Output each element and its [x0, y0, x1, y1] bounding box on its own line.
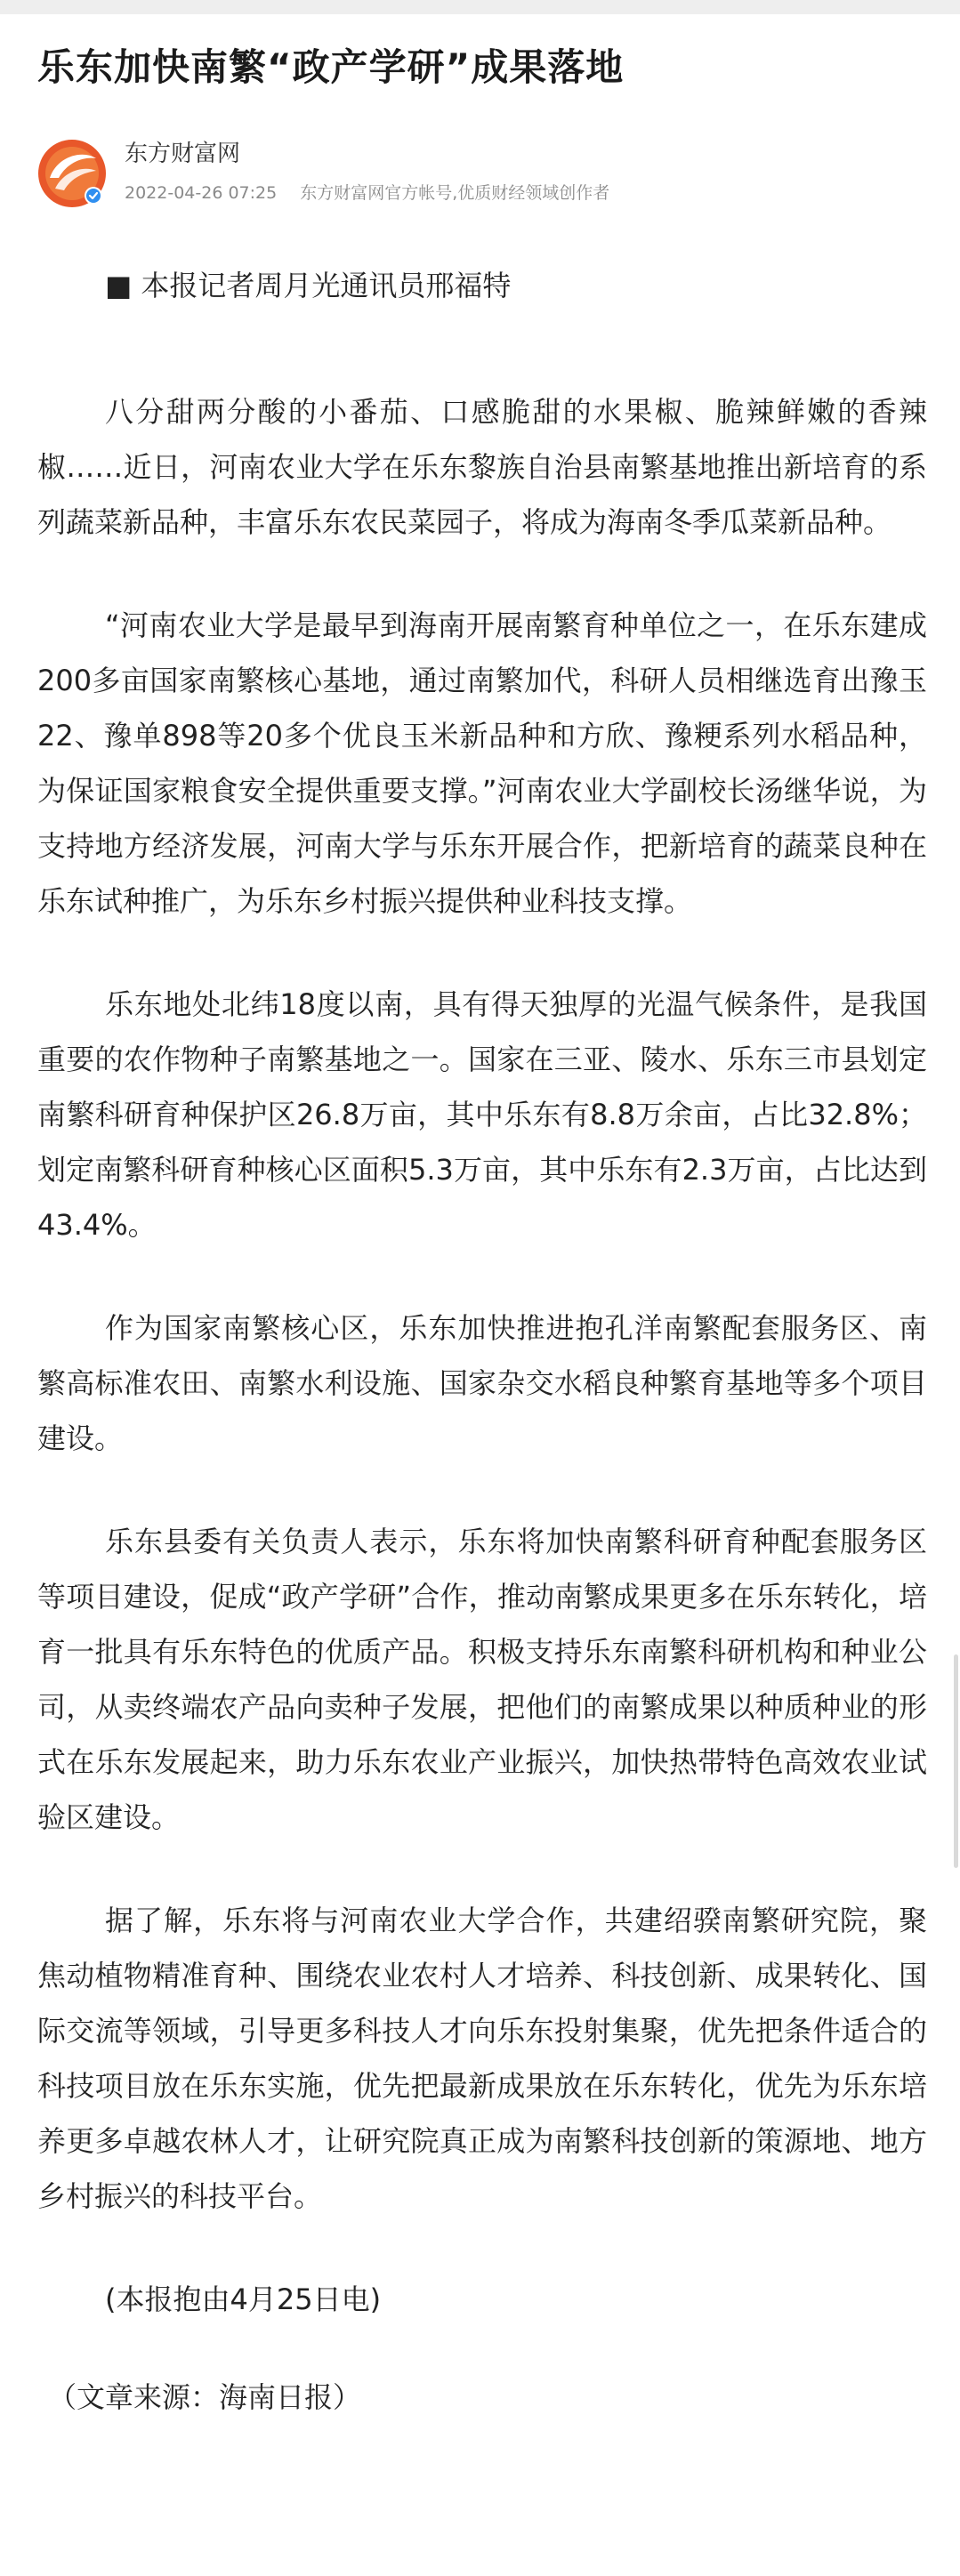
publish-date: 2022-04-26 07:25: [125, 183, 278, 203]
paragraph: 乐东地处北纬18度以南，具有得天独厚的光温气候条件，是我国重要的农作物种子南繁基地之一。国家在三亚、陵水、乐东三市县划定南繁科研育种保护区26.8万亩，其中乐东有8.8万余亩，占比32.8%；划定南繁科研育种核心区面积5.3万亩，其中乐东有2.3万亩，占比达到43.4%。: [37, 987, 927, 1242]
eastmoney-logo-icon[interactable]: [37, 139, 107, 208]
paragraph: “河南农业大学是最早到海南开展南繁育种单位之一，在乐东建成200多亩国家南繁核心基地，通过南繁加代，科研人员相继选育出豫玉22、豫单898等20多个优良玉米新品种和方欣、豫粳系列水稻品种，为保证国家粮食安全提供重要支撑。”河南农业大学副校长汤继华说，为支持地方经济发展，河南大学与乐东开展合作，把新培育的蔬菜良种在乐东试种推广，为乐东乡村振兴提供种业科技支撑。: [37, 608, 927, 918]
dateline: (本报抱由4月25日电): [105, 2282, 382, 2316]
scrollbar-thumb[interactable]: [954, 1654, 958, 1868]
article-source: （文章来源：海南日报）: [48, 2380, 362, 2414]
paragraph: 乐东县委有关负责人表示，乐东将加快南繁科研育种配套服务区等项目建设，促成“政产学研”合作，推动南繁成果更多在乐东转化，培育一批具有乐东特色的优质产品。积极支持乐东南繁科研机构和种业公司，从卖终端农产品向卖种子发展，把他们的南繁成果以种质种业的形式在乐东发展起来，助力乐东农业产业振兴，加快热带特色高效农业试验区建设。: [37, 1525, 927, 1834]
author-meta: [125, 181, 609, 205]
author-description: 东方财富网官方帐号,优质财经领域创作者: [300, 183, 610, 203]
paragraph: 作为国家南繁核心区，乐东加快推进抱孔洋南繁配套服务区、南繁高标准农田、南繁水利设施、国家杂交水稻良种繁育基地等多个项目建设。: [37, 1311, 927, 1455]
author-name[interactable]: 东方财富网: [125, 141, 241, 167]
article-byline: ■ 本报记者周月光通讯员邢福特: [105, 269, 512, 302]
paragraph: 八分甜两分酸的小番茄、口感脆甜的水果椒、脆辣鲜嫩的香辣椒……近日，河南农业大学在乐东黎族自治县南繁基地推出新培育的系列蔬菜新品种，丰富乐东农民菜园子，将成为海南冬季瓜菜新品种。: [37, 395, 927, 539]
article-title: 乐东加快南繁“政产学研”成果落地: [37, 45, 625, 89]
article: [37, 36, 927, 2473]
article-body: [37, 258, 927, 2425]
author-row[interactable]: [37, 139, 927, 226]
status-bar-strip: [0, 0, 960, 14]
paragraph: 据了解，乐东将与河南农业大学合作，共建绍骙南繁研究院，聚焦动植物精准育种、围绕农业农村人才培养、科技创新、成果转化、国际交流等领域，引导更多科技人才向乐东投射集聚，优先把条件适合的科技项目放在乐东实施，优先把最新成果放在乐东转化，优先为乐东培养更多卓越农林人才，让研究院真正成为南繁科技创新的策源地、地方乡村振兴的科技平台。: [37, 1904, 927, 2213]
